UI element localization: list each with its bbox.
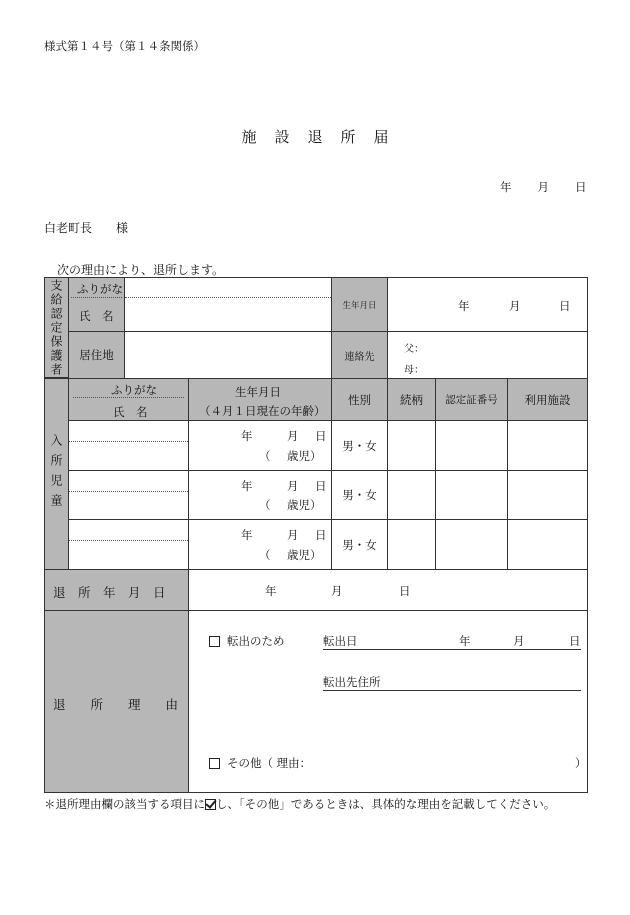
footnote-before: ＊退所理由欄の該当する項目に: [44, 797, 205, 811]
guardian-birthdate-label: 生年月日: [331, 277, 388, 332]
withdrawal-month: 月: [331, 584, 343, 598]
guardian-furigana-label: ふりがな: [77, 282, 123, 296]
guardian-name-label-cell: [68, 277, 125, 332]
guardian-contact-field[interactable]: [387, 331, 588, 379]
move-month: 月: [513, 634, 525, 648]
children-section-label: 入所児童: [44, 378, 69, 570]
child-3-cert-no-field[interactable]: [435, 519, 508, 570]
child-2-relation-field[interactable]: [387, 470, 436, 520]
children-header-birthdate-label: 生年月日: [235, 385, 281, 399]
child-1-relation-field[interactable]: [387, 420, 436, 471]
guardian-birth-day: 日: [559, 299, 571, 313]
page-title: 施設退所届: [241, 128, 407, 146]
addressee-name: 白老町長: [44, 221, 93, 235]
footnote-after: し、「その他」であるときは、具体的な理由を記載してください。: [216, 797, 556, 811]
children-header-furigana: ふりがな: [111, 383, 157, 397]
withdrawal-day: 日: [399, 584, 411, 598]
other-checkbox[interactable]: [209, 758, 220, 769]
guardian-contact-label: 連絡先: [331, 331, 388, 379]
move-address-line[interactable]: [323, 690, 581, 691]
addressee: [44, 219, 128, 236]
child-3-birthdate-field[interactable]: 年 月 日 （ 歳児）: [188, 519, 332, 570]
reason-label: 退 所 理 由: [44, 610, 189, 793]
other-option[interactable]: その他（ 理由：: [209, 755, 311, 771]
child-1-facility-field[interactable]: [507, 420, 588, 471]
move-day: 日: [569, 634, 581, 648]
move-date-line[interactable]: [323, 649, 581, 650]
children-header-sex: 性別: [331, 378, 388, 421]
other-close-paren: ）: [575, 756, 587, 770]
guardian-birthdate-field[interactable]: [387, 277, 588, 332]
child-2-birthdate-field[interactable]: 年 月 日 （ 歳児）: [188, 470, 332, 520]
move-checkbox[interactable]: [209, 636, 220, 647]
child-1-sex[interactable]: 男・女: [331, 420, 388, 471]
children-header-cert-no: 認定証番号: [435, 378, 508, 421]
withdrawal-form-table: [44, 277, 588, 793]
guardian-birth-year: 年: [458, 299, 470, 313]
guardian-address-field[interactable]: [124, 331, 332, 379]
move-address-label: 転出先住所: [323, 675, 381, 689]
footnote: [44, 796, 555, 812]
child-1-name-field[interactable]: [68, 420, 189, 471]
mother-label: 母：: [404, 365, 424, 376]
form-number: 様式第１４号（第１４条関係）: [44, 39, 205, 53]
move-year: 年: [459, 634, 471, 648]
child-1-birthdate-field[interactable]: 年 月 日 （ 歳児）: [188, 420, 332, 471]
lead-text: 次の理由により、退所します。: [57, 263, 225, 277]
submission-date: [500, 179, 587, 195]
move-option[interactable]: 転出のため: [209, 633, 285, 649]
children-header-relation: 続柄: [387, 378, 436, 421]
father-label: 父：: [404, 344, 424, 355]
date-day: 日: [575, 180, 587, 194]
withdrawal-date-label: 退 所 年 月 日: [44, 569, 189, 611]
guardian-section-label: 支給認定保護者: [44, 277, 69, 378]
addressee-honorific: 様: [116, 221, 129, 235]
withdrawal-year: 年: [265, 584, 277, 598]
child-2-sex[interactable]: 男・女: [331, 470, 388, 520]
children-header-facility: 利用施設: [507, 378, 588, 421]
children-header-name-label: 氏 名: [113, 405, 148, 419]
withdrawal-date-field[interactable]: [188, 569, 588, 611]
date-month: 月: [537, 180, 549, 194]
guardian-name-label: 氏 名: [79, 309, 114, 323]
checkmark-icon: [205, 799, 216, 810]
child-3-facility-field[interactable]: [507, 519, 588, 570]
guardian-name-field[interactable]: [124, 277, 332, 332]
reason-field: [188, 610, 588, 793]
child-2-cert-no-field[interactable]: [435, 470, 508, 520]
move-date-label: 転出日: [323, 634, 358, 648]
children-header-name: [68, 378, 189, 421]
children-header-age-note: （４月１日現在の年齢）: [199, 404, 326, 418]
date-year: 年: [500, 180, 512, 194]
child-1-cert-no-field[interactable]: [435, 420, 508, 471]
child-2-name-field[interactable]: [68, 470, 189, 520]
guardian-birth-month: 月: [509, 299, 521, 313]
child-3-sex[interactable]: 男・女: [331, 519, 388, 570]
child-2-facility-field[interactable]: [507, 470, 588, 520]
child-3-name-field[interactable]: [68, 519, 189, 570]
guardian-address-label: 居住地: [68, 331, 125, 379]
children-header-birthdate: [188, 378, 332, 421]
child-3-relation-field[interactable]: [387, 519, 436, 570]
